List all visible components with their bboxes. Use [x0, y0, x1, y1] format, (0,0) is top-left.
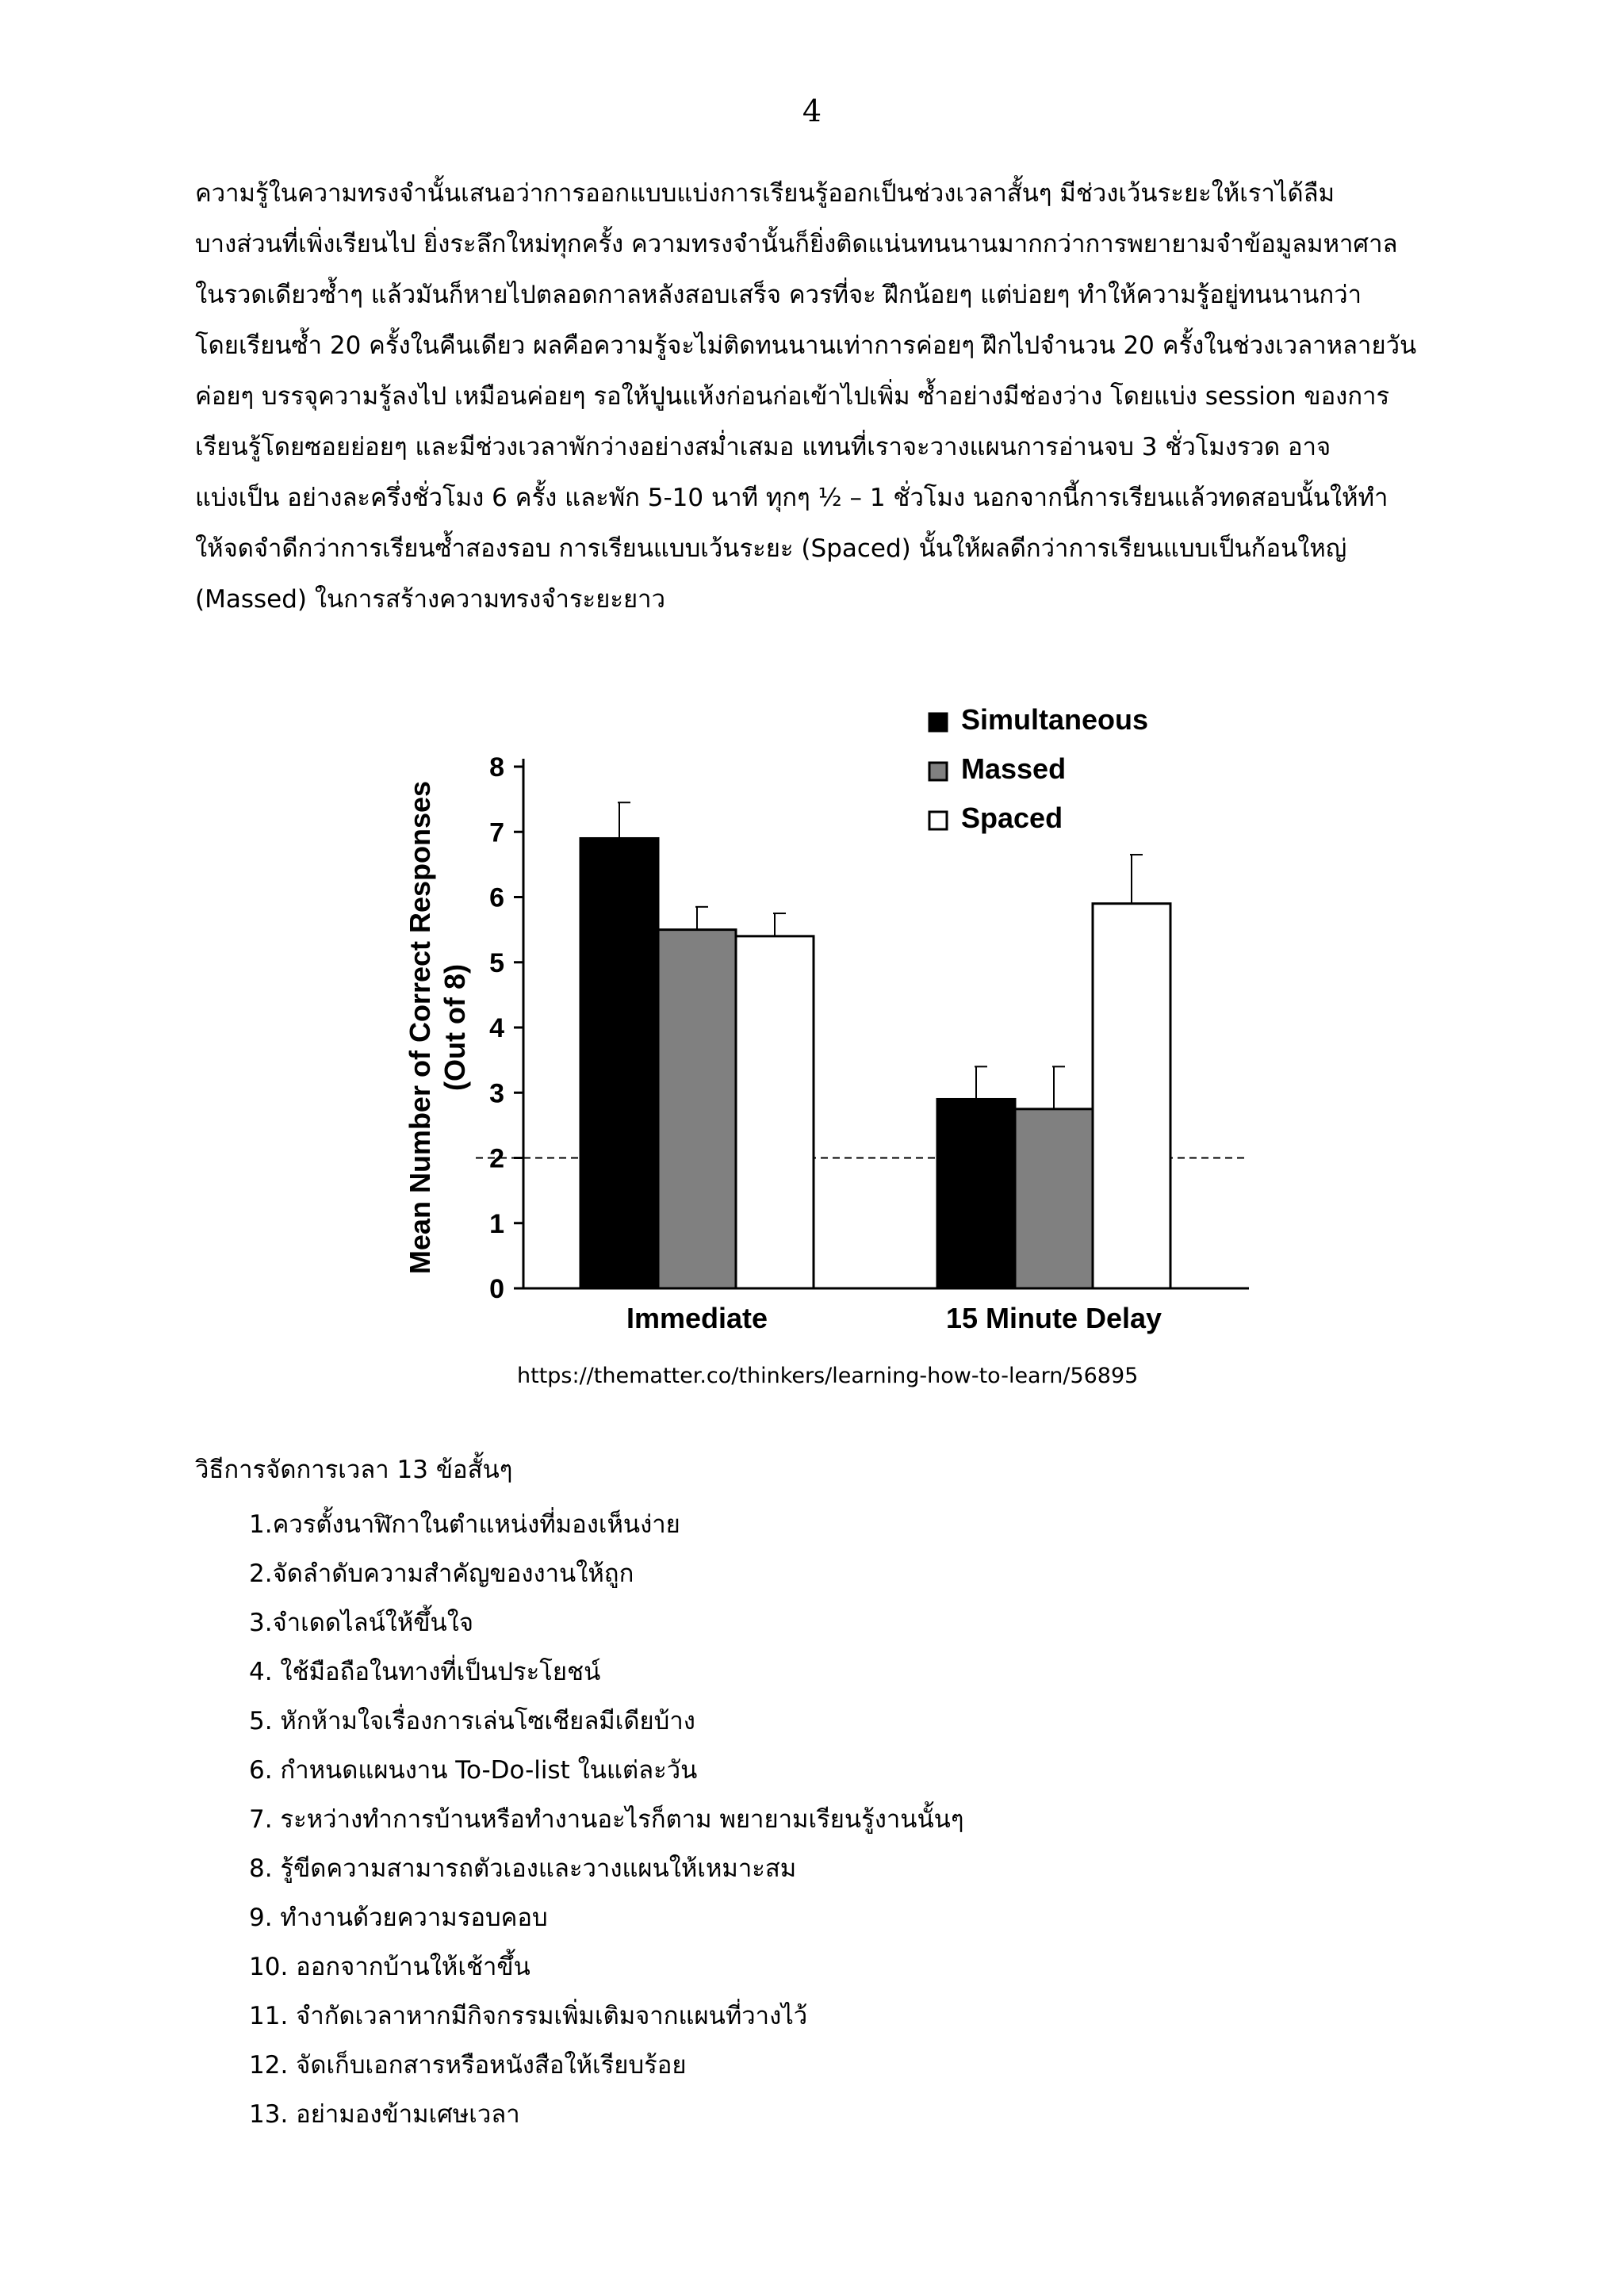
list-item: 2.จัดลำดับความสำคัญของงานให้ถูก [249, 1559, 634, 1588]
list-item: 3.จำเดดไลน์ให้ขึ้นใจ [249, 1609, 474, 1637]
bar-spaced [736, 936, 814, 1288]
x-category-label: 15 Minute Delay [945, 1302, 1162, 1334]
list-item: 1.ควรตั้งนาฬิกาในตำแหน่งที่มองเห็นง่าย [249, 1510, 680, 1539]
paragraph-line: บางส่วนที่เพิ่งเรียนไป ยิ่งระลึกใหม่ทุกครั้ง ความทรงจำนั้นก็ยิ่งติดแน่นทนนานมากกว่าการพยายามจำข้อมูลมหาศาล [195, 230, 1398, 258]
list-item: 9. ทำงานด้วยความรอบคอบ [249, 1904, 548, 1932]
legend-label: Massed [961, 752, 1067, 785]
y-tick-label: 1 [489, 1208, 504, 1239]
bar-simultaneous [937, 1099, 1015, 1288]
legend-label: Spaced [961, 802, 1063, 834]
list-item: 11. จำกัดเวลาหากมีกิจกรรมเพิ่มเติมจากแผนที่วางไว้ [249, 2002, 808, 2030]
list-item: 6. กำหนดแผนงาน To-Do-list ในแต่ละวัน [249, 1756, 698, 1785]
y-tick-label: 3 [489, 1078, 504, 1109]
list-item: 4. ใช้มือถือในทางที่เป็นประโยชน์ [249, 1658, 601, 1686]
page-number: 4 [802, 94, 822, 128]
y-tick-label: 4 [489, 1013, 504, 1043]
chart-svg [389, 698, 1261, 1348]
y-tick-label: 0 [489, 1274, 504, 1304]
legend-swatch [929, 763, 947, 780]
y-axis-label: Mean Number of Correct Responses [404, 780, 436, 1275]
paragraph-line: เรียนรู้โดยซอยย่อยๆ และมีช่วงเวลาพักว่างอย่างสม่ำเสมอ แทนที่เราจะวางแผนการอ่านจบ 3 ชั่วโมงรวด อาจ [195, 433, 1331, 461]
paragraph-line: แบ่งเป็น อย่างละครึ่งชั่วโมง 6 ครั้ง และพัก 5-10 นาที ทุกๆ ½ – 1 ชั่วโมง นอกจากนี้การเรียนแล้วทดสอบนั้นให้ทำ [195, 484, 1388, 512]
list-item: 12. จัดเก็บเอกสารหรือหนังสือให้เรียบร้อย [249, 2051, 687, 2080]
y-tick-label: 7 [489, 817, 504, 848]
bar-simultaneous [580, 838, 658, 1288]
paragraph-line: ในรวดเดียวซ้ำๆ แล้วมันก็หายไปตลอดกาลหลังสอบเสร็จ ควรที่จะ ฝึกน้อยๆ แต่บ่อยๆ ทำให้ความรู้อยู่ทนนานกว่า [195, 281, 1362, 309]
source-url: https://thematter.co/thinkers/learning-how-to-learn/56895 [517, 1364, 1139, 1388]
list-item: 7. ระหว่างทำการบ้านหรือทำงานอะไรก็ตาม พยายามเรียนรู้งานนั้นๆ [249, 1805, 964, 1834]
tips-list [249, 1500, 963, 2139]
paragraph-line: ให้จดจำดีกว่าการเรียนซ้ำสองรอบ การเรียนแบบเว้นระยะ (Spaced) นั้นให้ผลดีกว่าการเรียนแบบเป็นก้อนใหญ่ [195, 534, 1347, 563]
bar-spaced [1093, 904, 1170, 1288]
list-item: 8. รู้ขีดความสามารถตัวเองและวางแผนให้เหมาะสม [249, 1854, 797, 1883]
list-item: 10. ออกจากบ้านให้เช้าขึ้น [249, 1953, 530, 1981]
legend-label: Simultaneous [961, 703, 1149, 736]
y-tick-label: 6 [489, 882, 504, 913]
paragraph-line: ค่อยๆ บรรจุความรู้ลงไป เหมือนค่อยๆ รอให้ปูนแห้งก่อนก่อเข้าไปเพิ่ม ซ้ำอย่างมีช่องว่าง โดยแบ่ง session ของการ [195, 382, 1390, 411]
bar-chart [389, 698, 1261, 1348]
y-tick-label: 5 [489, 947, 504, 978]
list-item: 5. หักห้ามใจเรื่องการเล่นโซเชียลมีเดียบ้าง [249, 1707, 695, 1735]
body-paragraph [195, 168, 1527, 625]
bar-massed [658, 930, 736, 1288]
bar-massed [1015, 1109, 1093, 1288]
paragraph-line: (Massed) ในการสร้างความทรงจำระยะยาว [195, 585, 665, 614]
x-category-label: Immediate [626, 1302, 768, 1334]
y-tick-label: 2 [489, 1143, 504, 1174]
legend-swatch [929, 714, 947, 731]
list-title: วิธีการจัดการเวลา 13 ข้อสั้นๆ [195, 1456, 513, 1484]
list-item: 13. อย่ามองข้ามเศษเวลา [249, 2100, 520, 2129]
legend-swatch [929, 812, 947, 829]
paragraph-line: ความรู้ในความทรงจำนั้นเสนอว่าการออกแบบแบ่งการเรียนรู้ออกเป็นช่วงเวลาสั้นๆ มีช่วงเว้นระยะให้เราได้ลืม [195, 179, 1335, 208]
y-axis-sublabel: (Out of 8) [439, 964, 471, 1091]
y-tick-label: 8 [489, 752, 504, 783]
paragraph-line: โดยเรียนซ้ำ 20 ครั้งในคืนเดียว ผลคือความรู้จะไม่ติดทนนานเท่าการค่อยๆ ฝึกไปจำนวน 20 ครั้งในช่วงเวลาหลายวัน [195, 331, 1417, 360]
